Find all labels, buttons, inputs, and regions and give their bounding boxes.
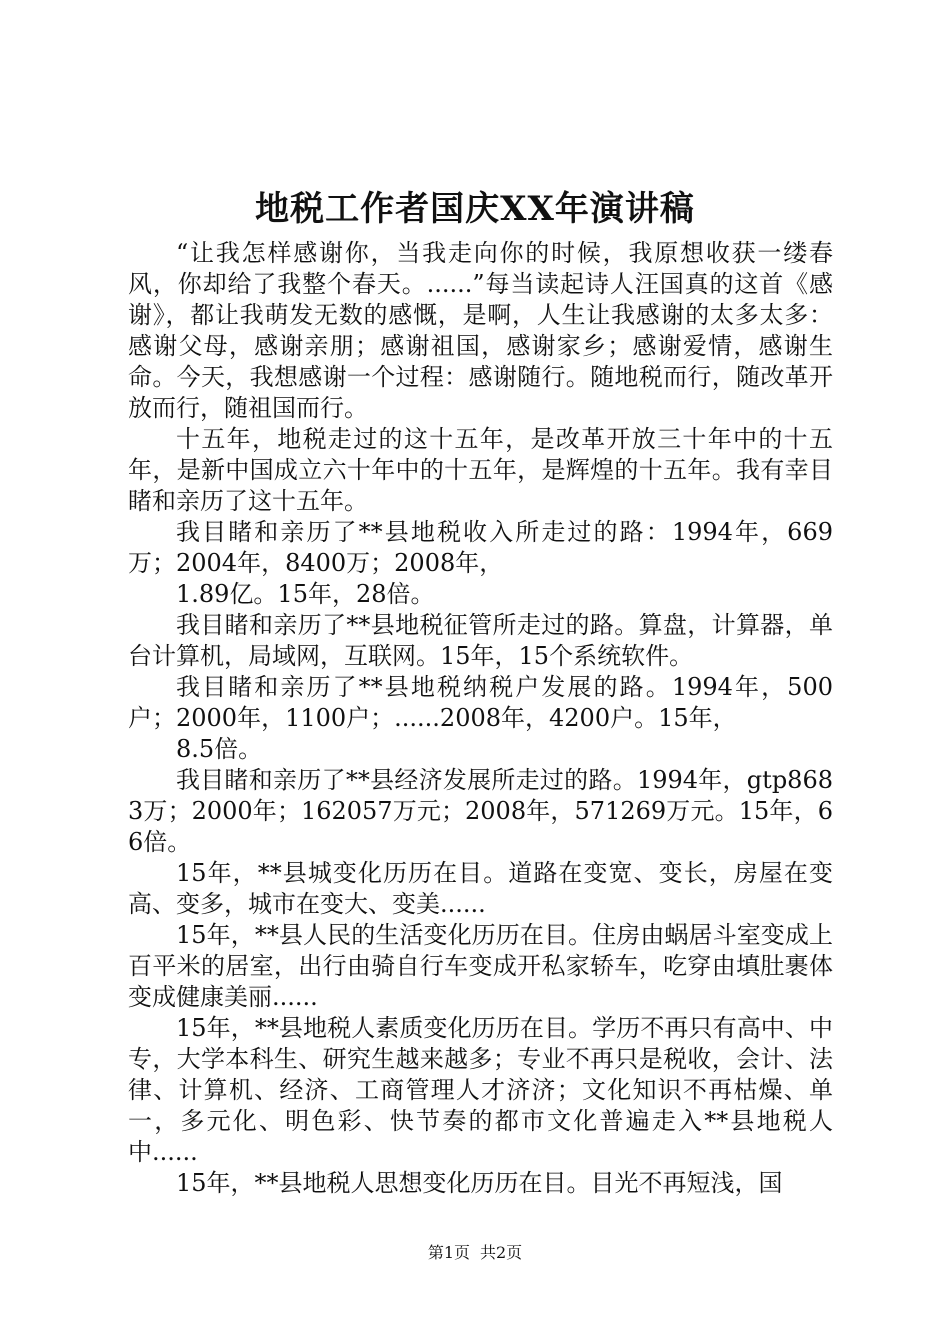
paragraph: 15年，**县城变化历历在目。道路在变宽、变长，房屋在变高、变多，城市在变大、变美...... bbox=[128, 859, 833, 918]
paragraph: 我目睹和亲历了**县经济发展所走过的路。1994年，gtp8683万；2000年；162057万元；2008年，571269万元。15年，66倍。 bbox=[128, 766, 833, 856]
paragraph: 1.89亿。15年，28倍。 bbox=[176, 580, 435, 608]
paragraph: 15年，**县人民的生活变化历历在目。住房由蜗居斗室变成上百平米的居室，出行由骑自行车变成开私家轿车，吃穿由填肚裹体变成健康美丽...... bbox=[128, 921, 833, 1011]
paragraph: “让我怎样感谢你，当我走向你的时候，我原想收获一缕春风，你却给了我整个春天。......”每当读起诗人汪国真的这首《感谢》，都让我萌发无数的感慨，是啊，人生让我感谢的太多太多：感谢父母，感谢亲朋；感谢祖国，感谢家乡；感谢爱情，感谢生命。今天，我想感谢一个过程：感谢随行。随地税而行，随改革开放而行，随祖国而行。 bbox=[128, 239, 833, 422]
page-footer bbox=[0, 1242, 950, 1264]
page-number: 第1页 bbox=[427, 1243, 470, 1262]
paragraph: 我目睹和亲历了**县地税征管所走过的路。算盘，计算器，单台计算机，局域网，互联网。15年，15个系统软件。 bbox=[128, 611, 833, 670]
document-title: 地税工作者国庆XX年演讲稿 bbox=[255, 189, 695, 229]
paragraph: 8.5倍。 bbox=[176, 735, 263, 763]
paragraph: 我目睹和亲历了**县地税纳税户发展的路。1994年，500户；2000年，1100户；......2008年，4200户。15年， bbox=[128, 673, 833, 732]
paragraph: 15年，**县地税人素质变化历历在目。学历不再只有高中、中专，大学本科生、研究生越来越多；专业不再只是税收，会计、法律、计算机、经济、工商管理人才济济；文化知识不再枯燥、单一，多元化、明色彩、快节奏的都市文化普遍走入**县地税人中...... bbox=[128, 1014, 833, 1166]
paragraph: 我目睹和亲历了**县地税收入所走过的路：1994年，669万；2004年，8400万；2008年， bbox=[128, 518, 833, 577]
document-body bbox=[128, 238, 833, 1199]
paragraph: 15年，**县地税人思想变化历历在目。目光不再短浅，国 bbox=[176, 1169, 783, 1197]
page-total: 共2页 bbox=[480, 1243, 523, 1262]
paragraph: 十五年，地税走过的这十五年，是改革开放三十年中的十五年，是新中国成立六十年中的十五年，是辉煌的十五年。我有幸目睹和亲历了这十五年。 bbox=[128, 425, 833, 515]
